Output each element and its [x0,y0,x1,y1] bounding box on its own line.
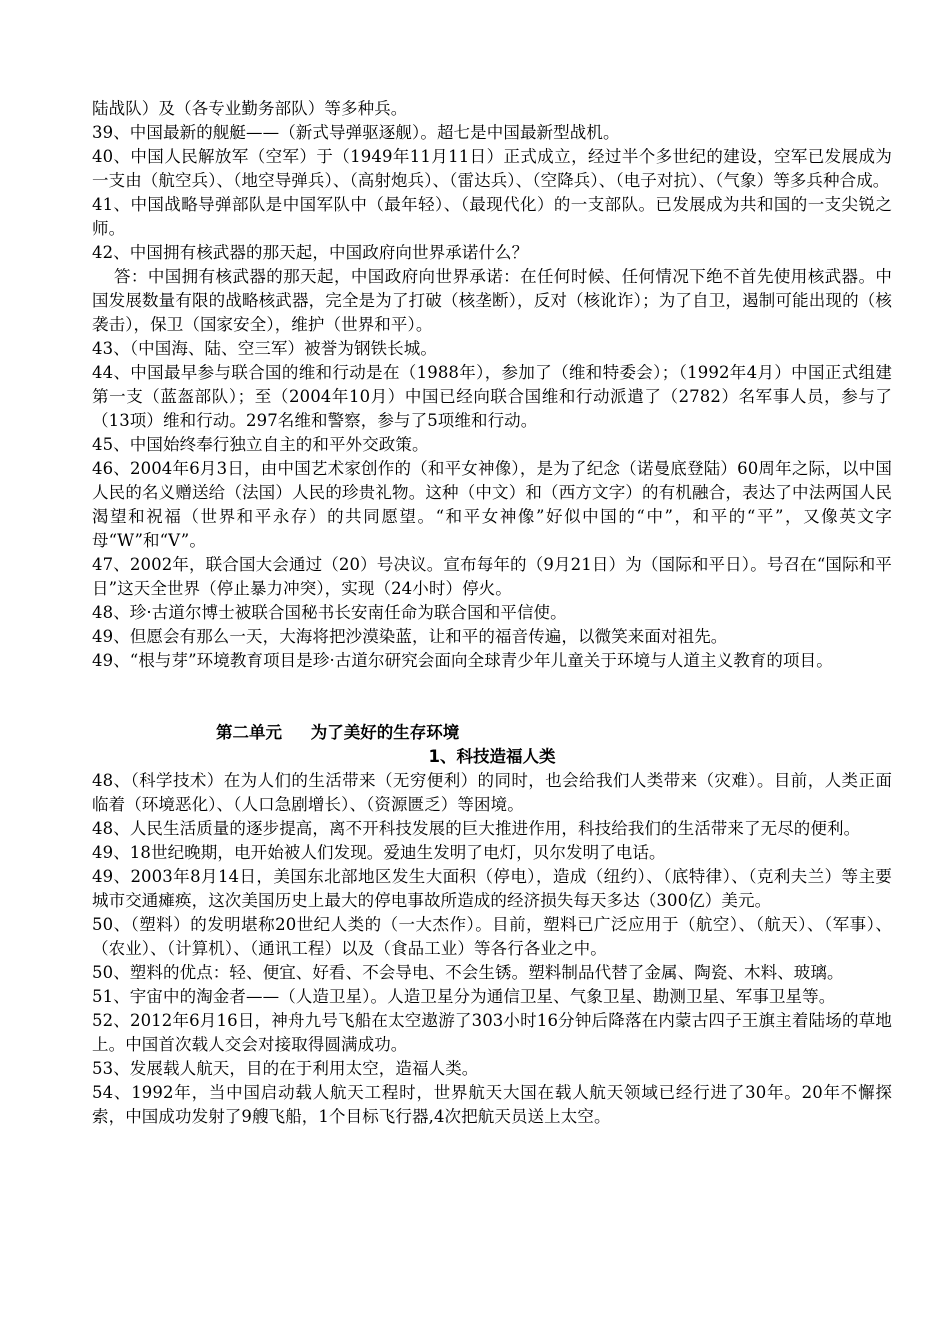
paragraph-item-54: 54、1992年，当中国启动载人航天工程时，世界航天大国在载人航天领域已经行进了30年。20年不懈探索，中国成功发射了9艘飞船，1个目标飞行器,4次把航天员送上太空。 [92,1083,892,1126]
paragraph-item-53: 53、发展载人航天，目的在于利用太空，造福人类。 [92,1059,479,1078]
paragraph-item-39: 39、中国最新的舰艇——（新式导弹驱逐舰）。超七是中国最新型战机。 [92,123,620,142]
paragraph-item-48: 48、珍·古道尔博士被联合国秘书长安南任命为联合国和平信使。 [92,603,567,622]
paragraph-item-48a: 48、（科学技术）在为人们的生活带来（无穷便利）的同时，也会给我们人类带来（灾难）。目前，人类正面临着（环境恶化）、（人口急剧增长）、（资源匮乏）等困境。 [92,771,892,814]
paragraph-item-43: 43、（中国海、陆、空三军）被誉为钢铁长城。 [92,339,437,358]
section-gap [92,673,892,721]
paragraph-item-44: 44、中国最早参与联合国的维和行动是在（1988年），参加了（维和特委会）；（1992年4月）中国正式组建第一支（蓝盔部队）；至（2004年10月）中国已经向联合国维和行动派遣了（2782）名军事人员，参与了（13项）维和行动。297名维和警察，参与了5项维和行动。 [92,363,892,430]
paragraph-item-48b: 48、人民生活质量的逐步提高，离不开科技发展的巨大推进作用，科技给我们的生活带来了无尽的便利。 [92,819,861,838]
paragraph-item-41: 41、中国战略导弹部队是中国军队中（最年轻）、（最现代化）的一支部队。已发展成为共和国的一支尖锐之师。 [92,195,892,238]
paragraph-item-52: 52、2012年6月16日，神舟九号飞船在太空遨游了303小时16分钟后降落在内蒙古四子王旗主着陆场的草地上。中国首次载人交会对接取得圆满成功。 [92,1011,892,1054]
paragraph-item-46: 46、2004年6月3日，由中国艺术家创作的（和平女神像），是为了纪念（诺曼底登陆）60周年之际，以中国人民的名义赠送给（法国）人民的珍贵礼物。这种（中文）和（西方文字）的有机融合，表达了中法两国人民渴望和祝福（世界和平永存）的共同愿望。“和平女神像”好似中国的“中”，和平的“平”，又像英文字母“W”和“V”。 [92,459,892,550]
paragraph-item-49b: 49、“根与芽”环境教育项目是珍·古道尔研究会面向全球青少年儿童关于环境与人道主义教育的项目。 [92,651,833,670]
paragraph-continuation: 陆战队）及（各专业勤务部队）等多种兵。 [92,99,408,118]
paragraph-item-51: 51、宇宙中的淘金者——（人造卫星）。人造卫星分为通信卫星、气象卫星、勘测卫星、军事卫星等。 [92,987,836,1006]
lesson-heading: 1、科技造福人类 [428,747,556,766]
paragraph-item-49d: 49、2003年8月14日，美国东北部地区发生大面积（停电），造成（纽约）、（底特律）、（克利夫兰）等主要城市交通瘫痪，这次美国历史上最大的停电事故所造成的经济损失每天多达（300亿）美元。 [92,867,892,910]
unit-heading: 第二单元 为了美好的生存环境 [216,723,460,742]
paragraph-item-47: 47、2002年，联合国大会通过（20）号决议。宣布每年的（9月21日）为（国际和平日）。号召在“国际和平日”这天全世界（停止暴力冲突），实现（24小时）停火。 [92,555,892,598]
paragraph-item-49a: 49、但愿会有那么一天，大海将把沙漠染蓝，让和平的福音传遍，以微笑来面对祖先。 [92,627,728,646]
paragraph-item-45: 45、中国始终奉行独立自主的和平外交政策。 [92,435,429,454]
paragraph-item-50a: 50、（塑料）的发明堪称20世纪人类的（一大杰作）。目前，塑料已广泛应用于（航空）、（航天）、（军事）、（农业）、（计算机）、（通讯工程）以及（食品工业）等各行各业之中。 [92,915,892,958]
paragraph-item-49c: 49、18世纪晚期，电开始被人们发现。爱迪生发明了电灯，贝尔发明了电话。 [92,843,666,862]
document-body [92,97,892,1129]
paragraph-item-40: 40、中国人民解放军（空军）于（1949年11月11日）正式成立，经过半个多世纪的建设，空军已发展成为一支由（航空兵）、（地空导弹兵）、（高射炮兵）、（雷达兵）、（空降兵）、（电子对抗）、（气象）等多兵种合成。 [92,147,892,190]
paragraph-item-42-question: 42、中国拥有核武器的那天起，中国政府向世界承诺什么？ [92,243,529,262]
paragraph-item-50b: 50、塑料的优点：轻、便宜、好看、不会导电、不会生锈。塑料制品代替了金属、陶瓷、木料、玻璃。 [92,963,844,982]
paragraph-item-42-answer: 答：中国拥有核武器的那天起，中国政府向世界承诺：在任何时候、任何情况下绝不首先使用核武器。中国发展数量有限的战略核武器，完全是为了打破（核垄断），反对（核讹诈）；为了自卫，遏制可能出现的（核袭击），保卫（国家安全），维护（世界和平）。 [92,267,892,334]
